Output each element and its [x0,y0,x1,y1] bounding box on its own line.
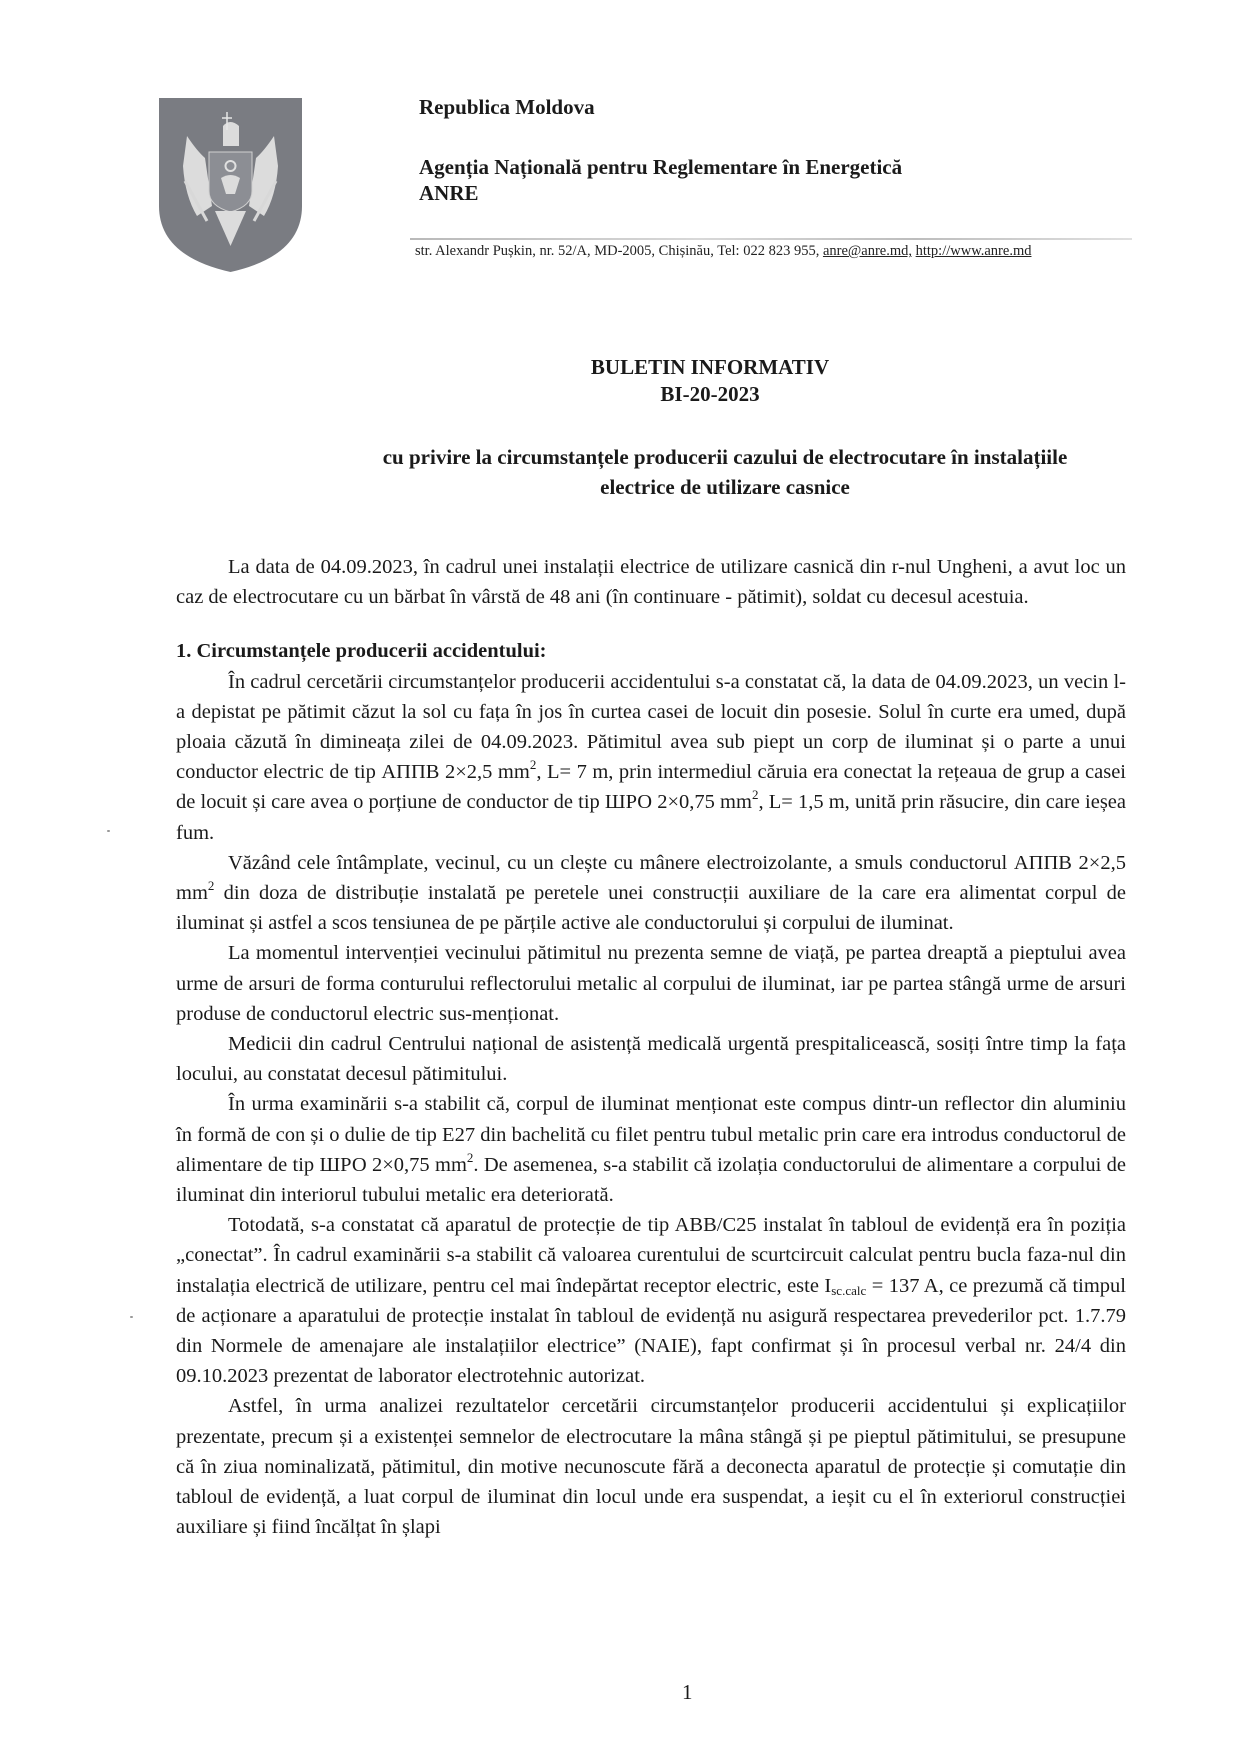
header-country: Republica Moldova [419,95,595,119]
paragraph-injuries: La momentul intervenției vecinului pătimitul nu prezenta semne de viață, pe partea dreaptă a pieptului avea urme de arsuri de forma conturului reflectorului metalic al corpului de iluminat, iar pe partea stângă urme de arsuri produse de conductorul electric sus-menționat. [176,942,1126,1025]
paragraph-neighbor-action: Văzând cele întâmplate, vecinul, cu un clește cu mânere electroizolante, a smuls conductorul АППВ 2×2,5 $mm^2$ din doza de distribuție instalată pe peretele unei construcții auxiliare de la care era alimentat corpul de iluminat și astfel a scos tensiunea de pe părțile active ale conductorului și corpului de iluminat. [176,851,1126,935]
paragraph-examination: În urma examinării s-a stabilit că, corpul de iluminat menționat este compus dintr-un reflector din aluminiu în formă de con și o dulie de tip E27 din bachelită cu filet pentru tubul metalic prin care era introdus conductorul de alimentare de tip ШРО 2×0,75 $mm^2$. De asemenea, s-a stabilit că izolația conductorului de alimentare a corpului de iluminat din interiorul tubului metalic era deteriorată. [176,1093,1126,1207]
paragraph-protection-device: Totodată, s-a constatat că aparatul de protecție de tip ABB/C25 instalat în tabloul de evidență era în poziția „conectat”. În cadrul examinării s-a stabilit că valoarea curentului de scurtcircuit calculat pentru bucla faza-nul din instalația electrică de utilizare, pentru cel mai îndepărtat receptor electric, este $I_{sc.calc} = 137$ A, ce prezumă că timpul de acționare a aparatului de protecție instalat în tabloul de evidență nu asigură respectarea prevederilor pct. 1.7.79 din Normele de amenajare ale instalațiilor electrice” (NAIE), fapt confirmat și în procesul verbal nr. 24/4 din 09.10.2023 prezentat de laborator electrotehnic autorizat. [176,1214,1127,1388]
subject-line-1: cu privire la circumstanțele producerii cazului de electrocutare în instalațiile [382,445,1068,469]
paragraph-circumstances: În cadrul cercetării circumstanțelor producerii accidentului s-a constatat că, la data de 04.09.2023, un vecin l-a depistat pe pătimit căzut la sol cu fața în jos în curtea casei de locuit din posesie. Solul în curte era umed, după ploaia căzută în dimineața zilei de 04.09.2023. Pătimitul avea sub piept un corp de iluminat și o parte a unui conductor electric de tip АППВ 2×2,5 $mm^2$, L= 7 m, prin intermediul căruia era conectat la rețeaua de grup a casei de locuit și care avea o porțiune de conductor de tip ШРО 2×0,75 $mm^2$, L= 1,5 m, unită prin răsucire, din care ieșea fum. [176,670,1126,844]
email-link[interactable]: anre@anre.md, [822,243,912,259]
header-agency: Agenția Națională pentru Reglementare în Energetică [419,155,903,179]
paragraph-conclusion: Astfel, în urma analizei rezultatelor cercetării circumstanțelor producerii accidentului și explicațiilor prezentate, precum și a existenței semnelor de electrocutare la mâna stângă și pe pieptul pătimitului, se presupune că în ziua nominalizată, pătimitul, din motive necunoscute fără a deconecta aparatul de protecție și comutație din tabloul de evidență, a luat corpul de iluminat din locul unde era suspendat, a ieșit cu el în exteriorul construcției auxiliare și fiind încălțat în șlapi [176,1395,1126,1539]
intro-paragraph: La data de 04.09.2023, în cadrul unei instalații electrice de utilizare casnică din r-nul Ungheni, a avut loc un caz de electrocutare cu un bărbat în vârstă de 48 ani (în continuare - pătimit), soldat cu decesul acestuia. [176,556,1126,609]
document-body [176,552,1126,1543]
website-link[interactable]: http://www.anre.md [915,243,1032,259]
page-number: 1 [682,1680,693,1704]
header-divider [410,238,1132,240]
header-address [415,242,1031,260]
scan-speck [107,830,110,832]
paragraph-medics: Medicii din cadrul Centrului național de asistență medicală urgentă prespitalicească, sosiți între timp la fața locului, au constatat decesul pătimitului. [176,1033,1126,1086]
document-subject [310,442,1140,502]
subject-line-2: electrice de utilizare casnice [600,475,850,499]
header-abbreviation: ANRE [419,181,479,205]
document-number: BI-20-2023 [660,382,760,406]
section-heading: 1. Circumstanțele producerii accidentului: [176,640,547,663]
address-text: str. Alexandr Pușkin, nr. 52/A, MD-2005, Chișinău, Tel: 022 823 955, [415,243,823,259]
moldova-coat-of-arms-icon [157,96,304,274]
document-title: BULETIN INFORMATIV [590,355,830,379]
scan-speck [130,1316,133,1318]
